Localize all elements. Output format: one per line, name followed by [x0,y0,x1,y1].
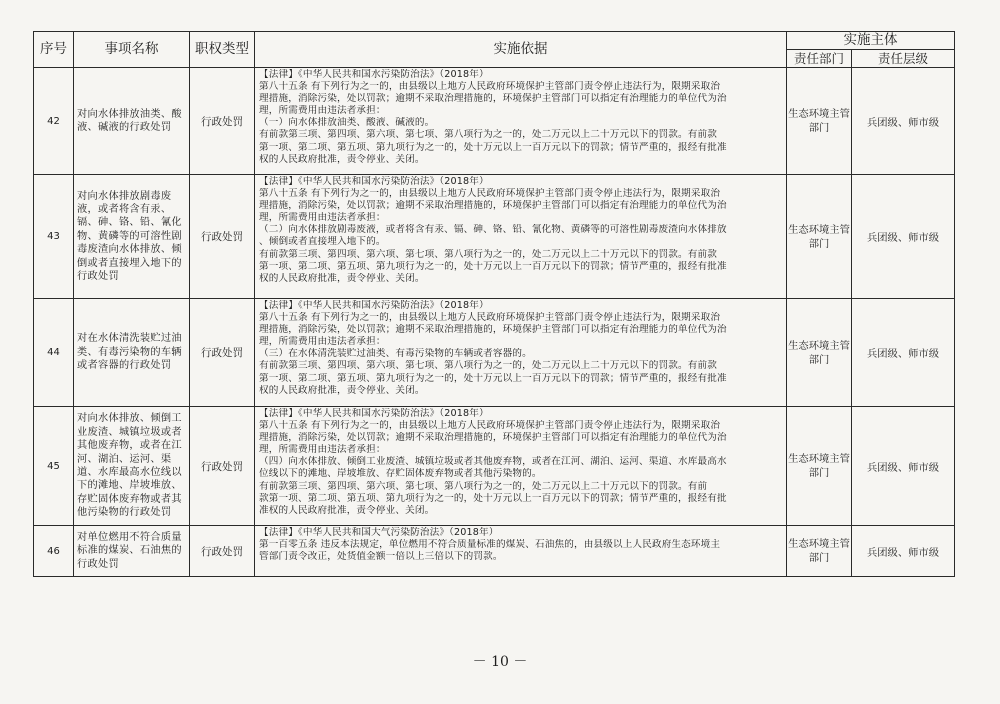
basis-line: 权的人民政府批准，责令停业、关闭。 [259,153,425,165]
basis-line: 款第一项、第二项、第五项、第九项行为之一的，处十万元以上一百万元以下的罚款；情节严重的，报经有批 [259,492,727,504]
header-basis: 实施依据 [255,32,787,68]
header-item-name: 事项名称 [74,32,190,68]
row-item-name: 对向水体排放剧毒废液，或者将含有汞、镉、砷、铬、铅、氰化物、黄磷等的可溶性剧毒废渣向水体排放、倾倒或者直接埋入地下的行政处罚 [74,175,190,299]
basis-line: 理措施，消除污染，处以罚款；逾期不采取治理措施的，环境保护主管部门可以指定有治理能力的单位代为治 [259,93,727,105]
row-responsible-level: 兵团级、师市级 [852,299,955,407]
basis-line: （四）向水体排放、倾倒工业废渣、城镇垃圾或者其他废弃物，或者在江河、湖泊、运河、渠道、水库最高水 [259,456,727,468]
basis-line: 有前款第三项、第四项、第六项、第七项、第八项行为之一的，处二万元以上二十万元以下的罚款。有前款 [259,129,717,141]
row-basis [255,407,787,526]
basis-line: 管部门责令改正，处货值金额一倍以上三倍以下的罚款。 [259,551,503,563]
row-item-name: 对向水体排放、倾倒工业废渣、城镇垃圾或者其他废弃物，或者在江河、湖泊、运河、渠道、水库最高水位线以下的滩地、岸坡堆放、存贮固体废弃物或者其他污染物的行政处罚 [74,407,190,526]
table-body [34,68,955,577]
row-power-type: 行政处罚 [190,299,255,407]
header-level: 责任层级 [852,50,955,68]
row-no: 43 [34,175,74,299]
basis-line: 、倾倒或者直接埋入地下的。 [259,236,386,248]
basis-line: 理，所需费用由违法者承担： [259,444,386,456]
row-responsible-level: 兵团级、师市级 [852,526,955,577]
basis-line: 【法律】《中华人民共和国水污染防治法》（2018年） [259,69,489,80]
row-responsible-level: 兵团级、师市级 [852,68,955,175]
header-dept: 责任部门 [787,50,852,68]
basis-line: （三）在水体清洗装贮过油类、有毒污染物的车辆或者容器的。 [259,348,532,360]
header-power-type: 职权类型 [190,32,255,68]
row-item-name: 对向水体排放油类、酸液、碱液的行政处罚 [74,68,190,175]
header-no: 序号 [34,32,74,68]
row-basis [255,299,787,407]
basis-line: 准权的人民政府批准，责令停业、关闭。 [259,504,435,516]
table-row [34,407,955,526]
row-responsible-dept: 生态环境主管部门 [787,407,852,526]
basis-line: 理，所需费用由违法者承担： [259,336,386,348]
row-power-type: 行政处罚 [190,407,255,526]
basis-line: 第八十五条 有下列行为之一的，由县级以上地方人民政府环境保护主管部门责令停止违法行为，限期采取治 [259,312,721,324]
basis-line: 位线以下的滩地、岸坡堆放、存贮固体废弃物或者其他污染物的。 [259,468,542,480]
basis-line: 【法律】《中华人民共和国水污染防治法》（2018年） [259,408,489,419]
basis-line: 第一百零五条 违反本法规定，单位燃用不符合质量标准的煤炭、石油焦的，由县级以上人民政府生态环境主 [259,539,721,551]
basis-line: 第八十五条 有下列行为之一的，由县级以上地方人民政府环境保护主管部门责令停止违法行为，限期采取治 [259,188,721,200]
row-responsible-dept: 生态环境主管部门 [787,68,852,175]
basis-line: 理措施，消除污染，处以罚款；逾期不采取治理措施的，环境保护主管部门可以指定有治理能力的单位代为治 [259,200,727,212]
row-no: 44 [34,299,74,407]
basis-line: 理措施，消除污染，处以罚款；逾期不采取治理措施的，环境保护主管部门可以指定有治理能力的单位代为治 [259,432,727,444]
table-row [34,526,955,577]
row-power-type: 行政处罚 [190,68,255,175]
basis-line: 第八十五条 有下列行为之一的，由县级以上地方人民政府环境保护主管部门责令停止违法行为，限期采取治 [259,420,721,432]
row-no: 45 [34,407,74,526]
row-basis [255,68,787,175]
basis-line: （二）向水体排放剧毒废液，或者将含有汞、镉、砷、铬、铅、氰化物、黄磷等的可溶性剧毒废渣向水体排放 [259,224,727,236]
row-responsible-dept: 生态环境主管部门 [787,175,852,299]
header-subject: 实施主体 [787,32,955,50]
row-no: 42 [34,68,74,175]
basis-line: 【法律】《中华人民共和国大气污染防治法》（2018年） [259,527,499,538]
row-no: 46 [34,526,74,577]
basis-line: 【法律】《中华人民共和国水污染防治法》（2018年） [259,176,489,187]
basis-line: 理，所需费用由违法者承担： [259,105,386,117]
basis-line: 有前款第三项、第四项、第六项、第七项、第八项行为之一的，处二万元以上二十万元以下的罚款。有前款 [259,360,717,372]
basis-line: 第一项、第二项、第五项、第九项行为之一的，处十万元以上一百万元以下的罚款；情节严重的，报经有批准 [259,372,727,384]
row-responsible-dept: 生态环境主管部门 [787,526,852,577]
row-responsible-dept: 生态环境主管部门 [787,299,852,407]
basis-line: 权的人民政府批准，责令停业、关闭。 [259,272,425,284]
basis-line: 有前款第三项、第四项、第六项、第七项、第八项行为之一的，处二万元以上二十万元以下的罚款。有前款 [259,248,717,260]
basis-line: 第一项、第二项、第五项、第九项行为之一的，处十万元以上一百万元以下的罚款；情节严重的，报经有批准 [259,141,727,153]
basis-line: 有前款第三项、第四项、第六项、第七项、第八项行为之一的，处二万元以上二十万元以下的罚款。有前 [259,480,708,492]
row-basis [255,175,787,299]
basis-line: 理，所需费用由违法者承担： [259,212,386,224]
basis-line: 【法律】《中华人民共和国水污染防治法》（2018年） [259,300,489,311]
row-item-name: 对在水体清洗装贮过油类、有毒污染物的车辆或者容器的行政处罚 [74,299,190,407]
row-responsible-level: 兵团级、师市级 [852,407,955,526]
enforcement-items-table [33,31,955,577]
basis-line: 第八十五条 有下列行为之一的，由县级以上地方人民政府环境保护主管部门责令停止违法行为，限期采取治 [259,81,721,93]
basis-line: 理措施，消除污染，处以罚款；逾期不采取治理措施的，环境保护主管部门可以指定有治理能力的单位代为治 [259,324,727,336]
table-row [34,299,955,407]
basis-line: 权的人民政府批准，责令停业、关闭。 [259,384,425,396]
row-power-type: 行政处罚 [190,175,255,299]
row-basis [255,526,787,577]
row-power-type: 行政处罚 [190,526,255,577]
row-responsible-level: 兵团级、师市级 [852,175,955,299]
page-number: － 10 － [472,654,528,670]
table-row [34,175,955,299]
basis-line: （一）向水体排放油类、酸液、碱液的。 [259,117,435,129]
row-item-name: 对单位燃用不符合质量标准的煤炭、石油焦的行政处罚 [74,526,190,577]
table-row [34,68,955,175]
basis-line: 第一项、第二项、第五项、第九项行为之一的，处十万元以上一百万元以下的罚款；情节严重的，报经有批准 [259,260,727,272]
